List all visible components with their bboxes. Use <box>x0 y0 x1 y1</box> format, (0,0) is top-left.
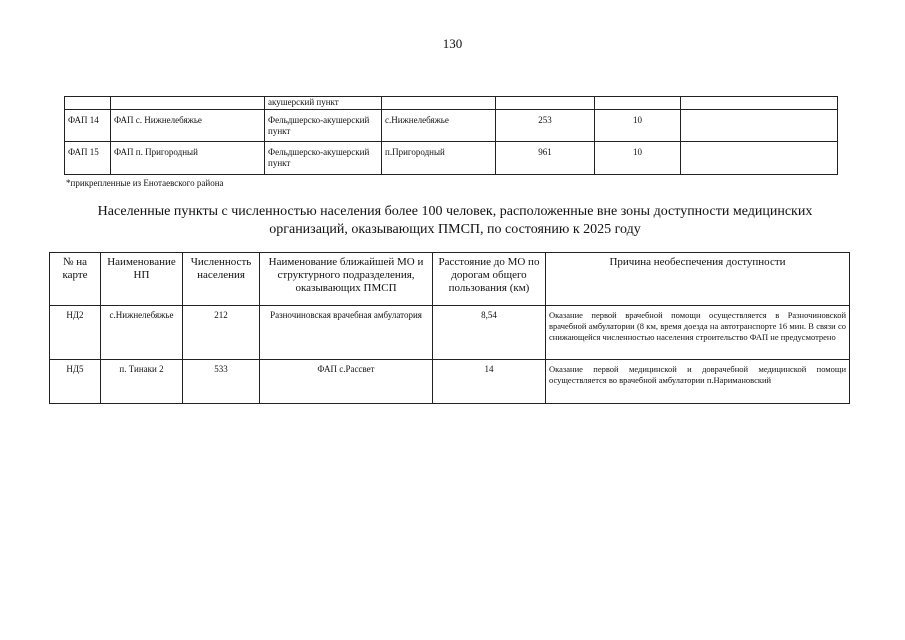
table-cell: Фельдшерско-акушерский пункт <box>265 142 382 175</box>
table-cell: Фельдшерско-акушерский пункт <box>265 110 382 142</box>
column-header: Расстояние до МО по дорогам общего пользования (км) <box>433 253 546 306</box>
table-row <box>65 142 838 175</box>
column-header: Численность населения <box>183 253 260 306</box>
table-cell: п.Пригородный <box>382 142 496 175</box>
table-cell <box>496 97 595 110</box>
table-cell: 8,54 <box>433 306 546 360</box>
table-cell <box>65 97 111 110</box>
table-cell: Разночиновская врачебная амбулатория <box>260 306 433 360</box>
table-cell <box>111 97 265 110</box>
table-cell <box>595 97 681 110</box>
column-header: Причина необеспечения доступности <box>546 253 850 306</box>
section-title: Населенные пункты с численностью населения более 100 человек, расположенные вне зоны доступности медицинских организаций, оказывающих ПМСП, по состоянию к 2025 году <box>97 204 813 237</box>
table-cell: Оказание первой врачебной помощи осуществляется в Разночиновской врачебной амбулатории (8 км, время доезда на автотранспорте 16 мин. В связи со снижающейся численностью населения строительство ФАП не предусмотрено <box>546 306 850 360</box>
table-cell <box>681 110 838 142</box>
table-cell: 533 <box>183 360 260 404</box>
column-header: № на карте <box>50 253 101 306</box>
table-cell: 961 <box>496 142 595 175</box>
table-cell: п. Тинаки 2 <box>101 360 183 404</box>
table-cell: 14 <box>433 360 546 404</box>
table-cell: ФАП с.Рассвет <box>260 360 433 404</box>
table-cell: Оказание первой медицинской и доврачебной медицинской помощи осуществляется во врачебной амбулатории п.Наримановский <box>546 360 850 404</box>
table-cell: 253 <box>496 110 595 142</box>
column-header: Наименование ближайшей МО и структурного подразделения, оказывающих ПМСП <box>260 253 433 306</box>
table-row <box>65 97 838 110</box>
table-cell: 10 <box>595 110 681 142</box>
table-cell: НД5 <box>50 360 101 404</box>
table-row <box>50 360 850 404</box>
table-cell: ФАП с. Нижнелебяжье <box>111 110 265 142</box>
table-row <box>50 306 850 360</box>
table-cell: с.Нижнелебяжье <box>382 110 496 142</box>
table-cell: ФАП п. Пригородный <box>111 142 265 175</box>
table-row <box>65 110 838 142</box>
footnote: *прикрепленные из Енотаевского района <box>66 178 224 188</box>
table-cell: ФАП 14 <box>65 110 111 142</box>
table-cell: 10 <box>595 142 681 175</box>
table-header-row <box>50 253 850 306</box>
table-cell <box>382 97 496 110</box>
column-header: Наименование НП <box>101 253 183 306</box>
table-cell: с.Нижнелебяжье <box>101 306 183 360</box>
table-cell: акушерский пункт <box>265 97 382 110</box>
settlements-table <box>49 252 850 404</box>
table-cell: ФАП 15 <box>65 142 111 175</box>
table-cell: 212 <box>183 306 260 360</box>
page-number: 130 <box>442 36 463 51</box>
facilities-table-continuation <box>64 96 838 175</box>
table-cell: НД2 <box>50 306 101 360</box>
table-cell <box>681 142 838 175</box>
table-cell <box>681 97 838 110</box>
